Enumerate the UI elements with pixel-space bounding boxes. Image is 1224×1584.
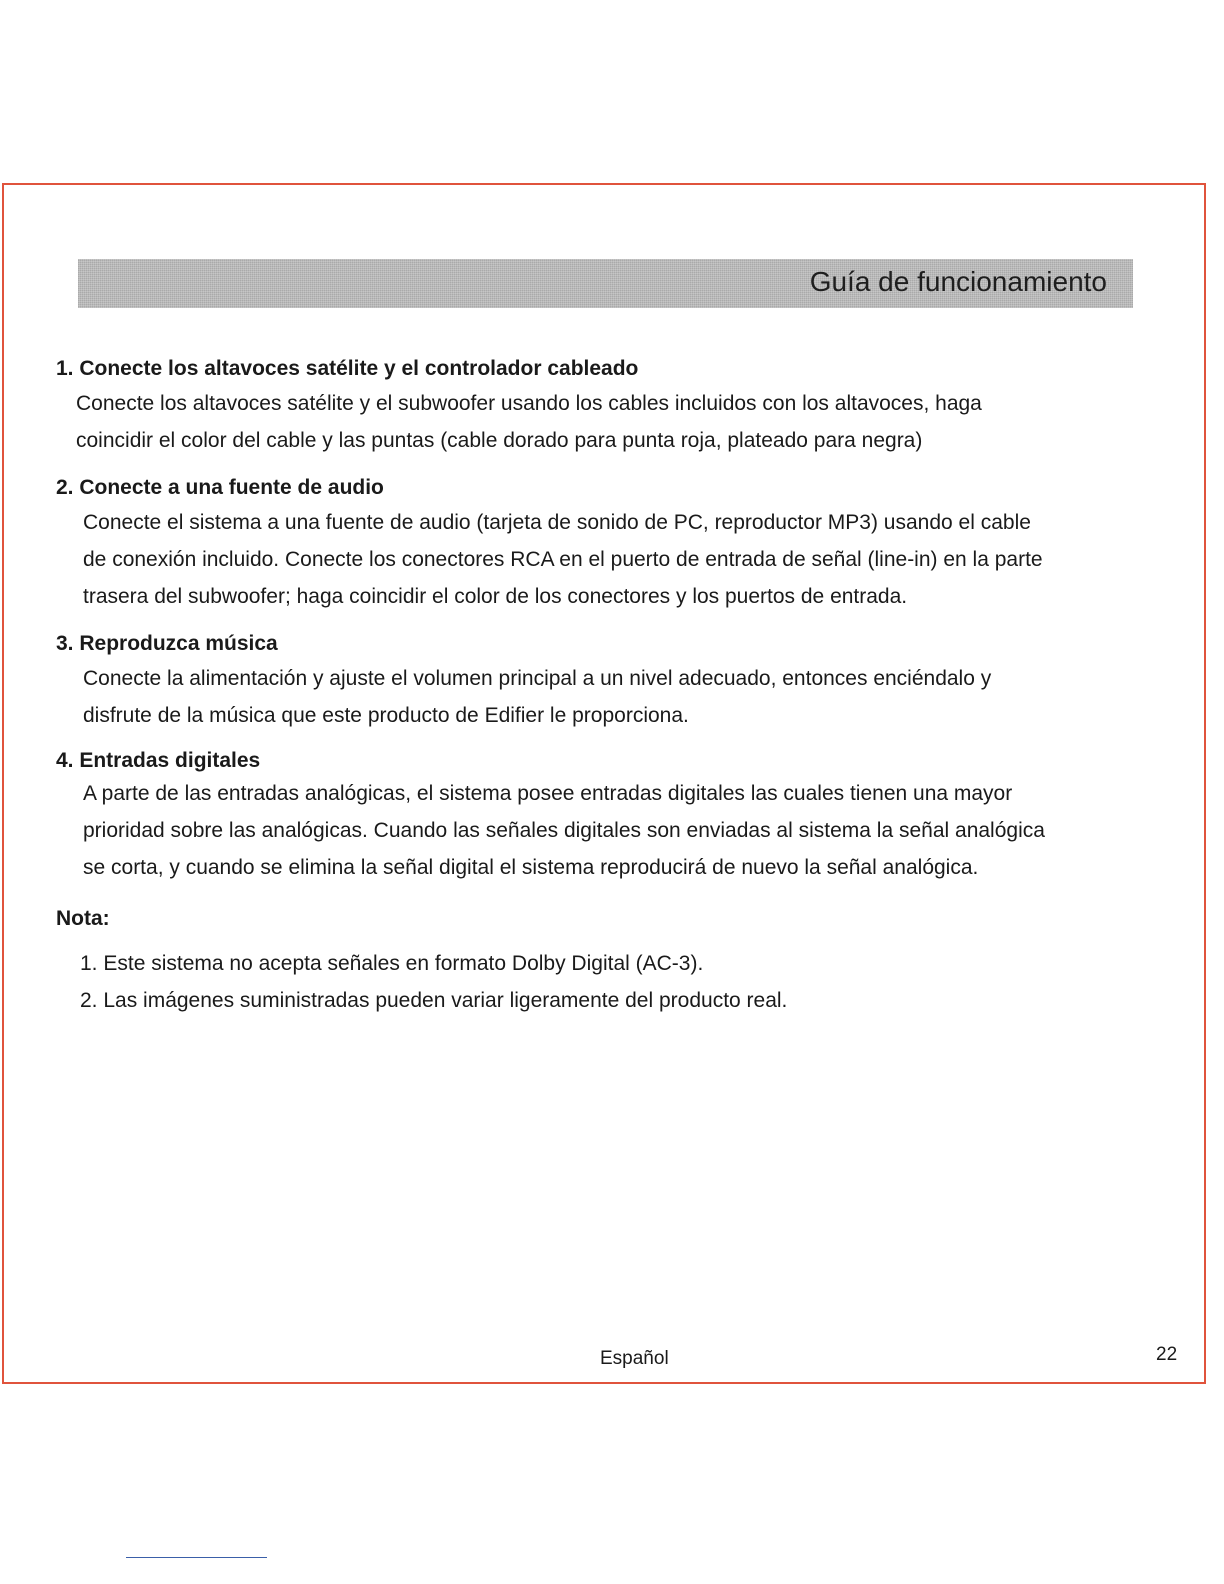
body-line: Conecte los altavoces satélite y el subwoofer usando los cables incluidos con los altavoces, haga bbox=[76, 392, 982, 415]
note-heading: Nota: bbox=[56, 907, 110, 930]
page-title: Guía de funcionamiento bbox=[809, 266, 1107, 297]
note-list bbox=[56, 945, 1166, 1019]
section-connect-audio-source bbox=[56, 476, 1166, 615]
body-line: A parte de las entradas analógicas, el sistema posee entradas digitales las cuales tienen una mayor bbox=[83, 782, 1013, 805]
section-heading: 4. Entradas digitales bbox=[56, 749, 261, 772]
section-body bbox=[56, 775, 1166, 886]
body-line: se corta, y cuando se elimina la señal digital el sistema reproducirá de nuevo la señal analógica. bbox=[83, 856, 979, 879]
section-heading: 3. Reproduzca música bbox=[56, 632, 278, 655]
section-header-bar bbox=[78, 259, 1133, 308]
body-line: disfrute de la música que este producto de Edifier le proporciona. bbox=[83, 704, 689, 727]
body-line: Conecte la alimentación y ajuste el volumen principal a un nivel adecuado, entonces enciéndalo y bbox=[83, 667, 992, 690]
body-line: trasera del subwoofer; haga coincidir el color de los conectores y los puertos de entrada. bbox=[83, 585, 908, 608]
note-item: 1. Este sistema no acepta señales en formato Dolby Digital (AC-3). bbox=[80, 952, 704, 975]
section-digital-inputs bbox=[56, 749, 1166, 886]
note-item: 2. Las imágenes suministradas pueden variar ligeramente del producto real. bbox=[80, 989, 788, 1012]
section-body bbox=[56, 504, 1166, 615]
section-play-music bbox=[56, 632, 1166, 734]
page-number: 22 bbox=[1156, 1344, 1178, 1365]
section-heading: 2. Conecte a una fuente de audio bbox=[56, 476, 384, 499]
bottom-divider bbox=[126, 1557, 267, 1558]
body-line: coincidir el color del cable y las puntas (cable dorado para punta roja, plateado para negra) bbox=[76, 429, 923, 452]
body-line: prioridad sobre las analógicas. Cuando las señales digitales son enviadas al sistema la señal analógica bbox=[83, 819, 1045, 842]
footer-language: Español bbox=[600, 1348, 669, 1369]
body-line: de conexión incluido. Conecte los conectores RCA en el puerto de entrada de señal (line-in) en la parte bbox=[83, 548, 1043, 571]
note-block bbox=[56, 907, 1166, 1019]
section-body bbox=[56, 660, 1166, 734]
section-heading: 1. Conecte los altavoces satélite y el controlador cableado bbox=[56, 357, 639, 380]
body-line: Conecte el sistema a una fuente de audio (tarjeta de sonido de PC, reproductor MP3) usando el cable bbox=[83, 511, 1031, 534]
section-body bbox=[56, 385, 1166, 459]
section-connect-satellites bbox=[56, 357, 1166, 459]
